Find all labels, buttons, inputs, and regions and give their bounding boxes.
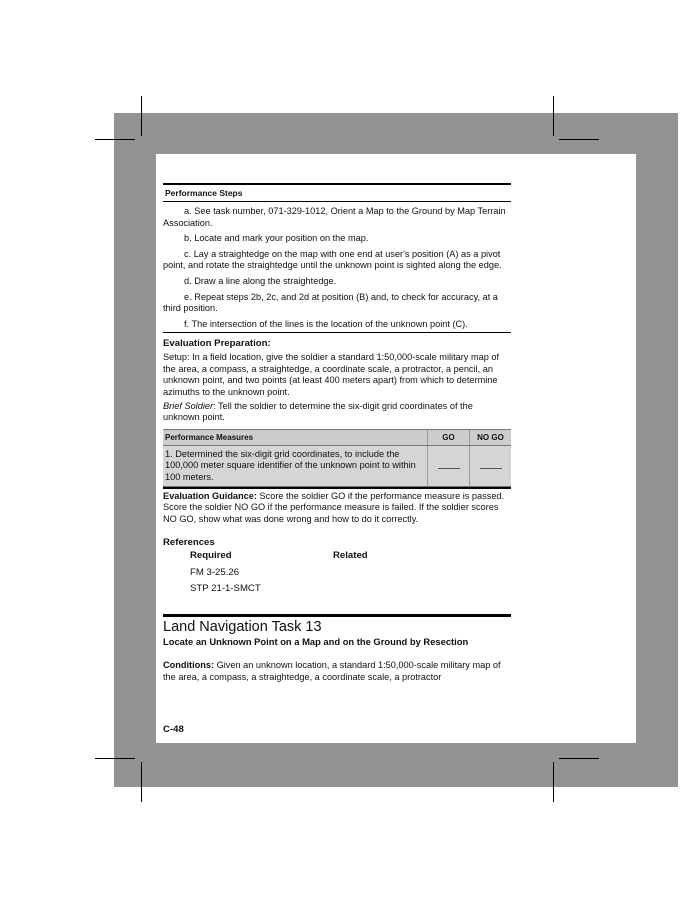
crop-mark [95, 758, 135, 759]
no-go-blank [470, 445, 512, 486]
performance-steps-header: Performance Steps [163, 183, 511, 202]
references-title: References [163, 537, 215, 549]
crop-mark [553, 762, 554, 802]
performance-step: b. Locate and mark your position on the map. [184, 233, 369, 244]
brief-soldier-body: : Tell the soldier to determine the six-digit grid coordinates of the unknown point. [163, 400, 473, 423]
performance-measures-header: Performance Measures [163, 429, 428, 445]
required-label: Required [190, 550, 232, 562]
performance-step: a. See task number, 071-329-1012, Orient a Map to the Ground by Map Terrain Association. [163, 206, 506, 228]
brief-soldier-text [163, 401, 511, 424]
performance-measure-item: 1. Determined the six-digit grid coordinates, to include the 100,000 meter square identifier of the unknown point to within 100 meters. [163, 445, 428, 486]
performance-steps-list [163, 206, 511, 330]
crop-mark [559, 758, 599, 759]
page-number: C-48 [163, 724, 184, 735]
crop-mark [141, 96, 142, 136]
document-content [163, 183, 511, 683]
reference-item: FM 3-25.26 [190, 567, 240, 579]
task-subtitle: Locate an Unknown Point on a Map and on the Ground by Resection [163, 636, 469, 648]
evaluation-guidance-text: Score the soldier GO if the performance measure is passed. Score the soldier NO GO if the performance measure is failed. If the soldier scores NO GO, show what was done wrong and how to do it correctly. [163, 491, 505, 524]
references-columns [163, 550, 511, 600]
conditions-label: Conditions: [163, 660, 215, 671]
divider [163, 332, 511, 333]
performance-step: e. Repeat steps 2b, 2c, and 2d at position (B) and, to check for accuracy, at a third position. [163, 291, 498, 314]
no-go-header: NO GO [470, 429, 512, 445]
task-divider [163, 614, 511, 617]
conditions-body: Given an unknown location, a standard 1:50,000-scale military map of the area, a compass, a straightedge, a coordinate scale, a protractor [163, 660, 501, 682]
crop-mark [95, 139, 135, 140]
evaluation-guidance [163, 487, 511, 525]
performance-step: f. The intersection of the lines is the location of the unknown point (C). [184, 318, 468, 329]
evaluation-guidance-label: Evaluation Guidance: [163, 491, 257, 501]
crop-mark [141, 762, 142, 802]
reference-item: STP 21-1-SMCT [190, 583, 261, 595]
brief-soldier-label: Brief Soldier [163, 400, 214, 411]
conditions-text [163, 660, 511, 683]
performance-step: c. Lay a straightedge on the map with one end at user's position (A) as a pivot point, and rotate the straightedge until the unknown point is sighted along the edge. [163, 248, 502, 271]
crop-mark [553, 96, 554, 136]
go-blank [428, 445, 470, 486]
table-row [163, 445, 511, 486]
setup-text: Setup: In a field location, give the soldier a standard 1:50,000-scale military map of the area, a compass, a straightedge, a coordinate scale, a protractor, a pencil, an unknown point, and two points (at least 400 meters apart) from which to determine azimuths to the unknown point. [163, 352, 500, 397]
crop-mark [559, 139, 599, 140]
related-label: Related [333, 550, 368, 562]
performance-step: d. Draw a line along the straightedge. [184, 275, 337, 286]
performance-measures-table [163, 429, 511, 487]
evaluation-preparation-title: Evaluation Preparation: [163, 338, 271, 350]
task-title: Land Navigation Task 13 [163, 619, 322, 636]
go-header: GO [428, 429, 470, 445]
